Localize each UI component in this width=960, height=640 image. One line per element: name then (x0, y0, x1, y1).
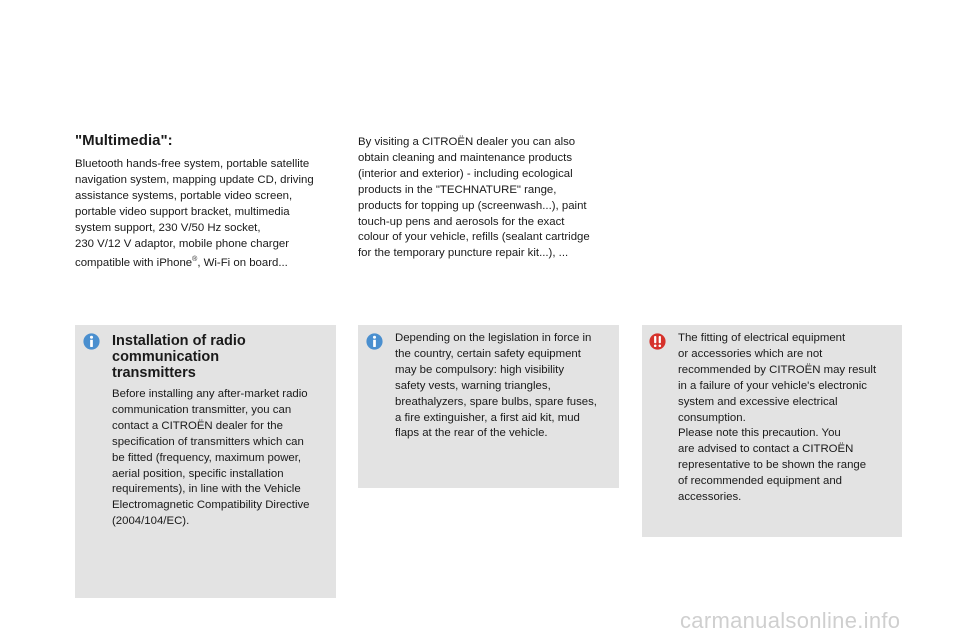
radio-line: contact a CITROËN dealer for the (112, 419, 283, 432)
legislation-line: a fire extinguisher, a first aid kit, mud (395, 411, 580, 424)
warning-box-text (678, 331, 900, 506)
dealer-line: (interior and exterior) - including ecological (358, 167, 573, 180)
multimedia-paragraph (75, 157, 340, 272)
warning-icon (649, 333, 666, 350)
watermark: carmanualsonline.info (680, 608, 901, 633)
multimedia-line: assistance systems, portable video screen, (75, 189, 293, 202)
dealer-line: obtain cleaning and maintenance products (358, 151, 573, 164)
dealer-line: colour of your vehicle, refills (sealant cartridge (358, 231, 590, 244)
radio-line: be fitted (frequency, maximum power, (112, 451, 302, 464)
warning-line: system and excessive electrical (678, 395, 838, 408)
legislation-line: may be compulsory: high visibility (395, 363, 565, 376)
warning-line: of recommended equipment and (678, 475, 843, 488)
info-icon (83, 333, 100, 350)
legislation-box-text (395, 331, 617, 442)
radio-line: aerial position, specific installation (112, 467, 284, 480)
dealer-line: By visiting a CITROËN dealer you can also (358, 136, 576, 148)
dealer-line: for the temporary puncture repair kit...), ... (358, 247, 569, 260)
radio-box-text (112, 387, 332, 530)
multimedia-line-last (75, 252, 340, 272)
warning-line: Please note this precaution. You (678, 427, 841, 440)
wifi-text: , Wi-Fi on board... (197, 257, 288, 270)
warning-line: representative to be shown the range (678, 459, 867, 472)
warning-line: recommended by CITROËN may result (678, 363, 877, 376)
warning-line: consumption. (678, 411, 746, 424)
multimedia-line: portable video support bracket, multimedia (75, 205, 290, 218)
dealer-paragraph (358, 135, 623, 262)
radio-line: specification of transmitters which can (112, 435, 304, 448)
multimedia-line: system support, 230 V/50 Hz socket, (75, 221, 261, 234)
legislation-line: safety vests, warning triangles, (395, 379, 551, 392)
dealer-line: products for topping up (screenwash...), paint (358, 199, 587, 212)
radio-line: communication transmitter, you can (112, 403, 292, 416)
multimedia-line: navigation system, mapping update CD, driving (75, 173, 314, 186)
warning-line: The fitting of electrical equipment (678, 332, 846, 344)
radio-line: Before installing any after-market radio (112, 388, 308, 400)
radio-line: requirements), in line with the Vehicle (112, 483, 301, 496)
radio-line: Electromagnetic Compatibility Directive (112, 499, 310, 512)
warning-line: accessories. (678, 491, 742, 504)
registered-mark: ® (192, 256, 198, 264)
legislation-line: Depending on the legislation in force in (395, 332, 592, 344)
warning-line: or accessories which are not (678, 347, 823, 360)
legislation-line: breathalyzers, spare bulbs, spare fuses, (395, 395, 597, 408)
multimedia-heading: "Multimedia": (75, 132, 173, 149)
legislation-line: flaps at the rear of the vehicle. (395, 427, 548, 440)
legislation-line: the country, certain safety equipment (395, 347, 581, 360)
radio-line: (2004/104/EC). (112, 515, 190, 528)
warning-line: in a failure of your vehicle's electronic (678, 379, 867, 392)
info-icon (366, 333, 383, 350)
multimedia-line: 230 V/12 V adaptor, mobile phone charger (75, 237, 290, 250)
radio-title-line: communication (112, 349, 220, 365)
dealer-line: touch-up pens and aerosols for the exact (358, 215, 565, 228)
warning-line: are advised to contact a CITROËN (678, 443, 854, 456)
dealer-line: products in the "TECHNATURE" range, (358, 183, 557, 196)
radio-title-line: transmitters (112, 365, 196, 381)
multimedia-line: Bluetooth hands-free system, portable satellite (75, 158, 310, 170)
radio-title-line: Installation of radio (112, 333, 246, 349)
radio-box-title (112, 333, 246, 381)
iphone-text: compatible with iPhone (75, 257, 193, 270)
